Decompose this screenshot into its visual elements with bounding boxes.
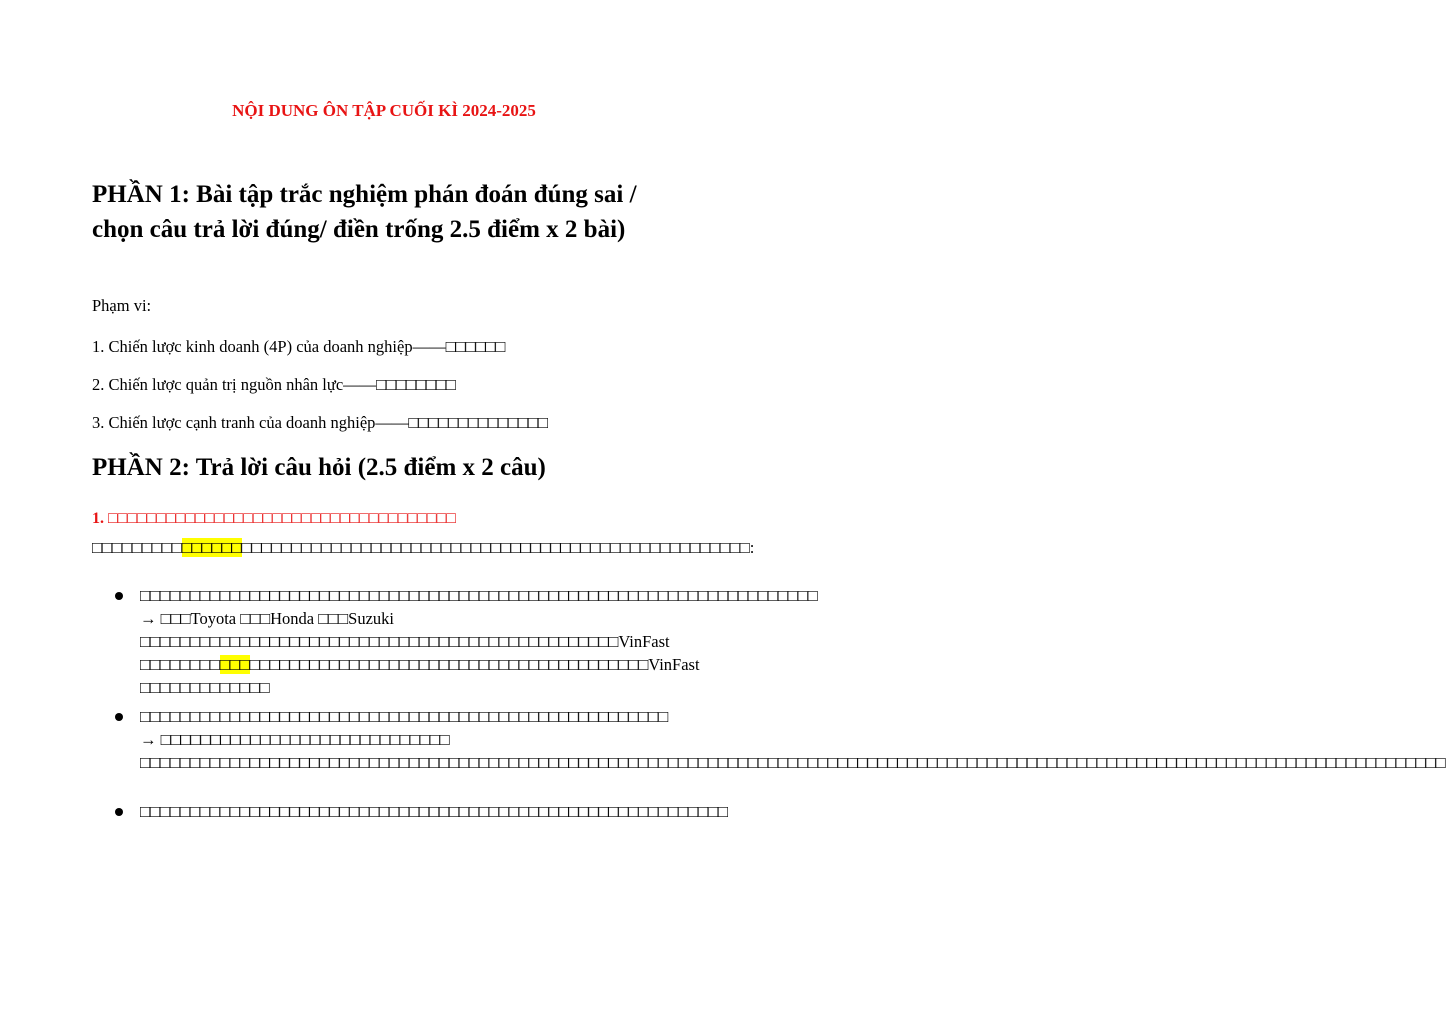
scope-item-2: 2. Chiến lược quản trị nguồn nhân lực——□□□□□□□□ [92, 375, 456, 394]
scope-label: Phạm vi: [92, 296, 152, 315]
part1-heading: PHẦN 1: Bài tập trắc nghiệm phán đoán đúng sai / chọn câu trả lời đúng/ điền trống 2.5 điểm x 2 bài) [92, 181, 637, 243]
bullet-1-arrow-a: → □□□Toyota □□□Honda □□□Suzuki □□□□□□□□□□□□□□□□□□□□□□□□□□□□□□□□□□□□□□□□□□□□□□□□VinFast □□□□□□□□ [140, 609, 670, 674]
bullet-item-3 [92, 800, 728, 823]
answer-bullets [92, 584, 1446, 823]
part2-heading: PHẦN 2: Trả lời câu hỏi (2.5 điểm x 2 câu) [92, 454, 546, 481]
intro-text-a: □□□□□□□□□ [92, 538, 182, 557]
bullet-2-text: □□□□□□□□□□□□□□□□□□□□□□□□□□□□□□□□□□□□□□□□□□□□□□□□□□□□□ [140, 707, 669, 726]
bullet-1-arrow [140, 607, 700, 699]
bullet-item-1 [92, 584, 818, 699]
bullet-2-paragraph: □□□□□□□□□□□□□□□□□□□□□□□□□□□□□□□□□□□□□□□□□□□□□□□□□□□□□□□□□□□□□□□□□□□□□□□□□□□□□□□□□□□□□□□□□□□□□□□□□□□□□□□□□□□□□□□□□□□□□□□□□□□□□□□□□□□ [140, 753, 1446, 772]
bullet-1-highlight: □□□ [219, 655, 250, 674]
bullet-3-text: □□□□□□□□□□□□□□□□□□□□□□□□□□□□□□□□□□□□□□□□□□□□□□□□□□□□□□□□□□□ [140, 802, 728, 821]
scope-item-1: 1. Chiến lược kinh doanh (4P) của doanh nghiệp——□□□□□□ [92, 337, 506, 356]
question-1-title: 1. □□□□□□□□□□□□□□□□□□□□□□□□□□□□□□□□□□□□ [92, 510, 456, 527]
bullet-dot-icon [115, 592, 123, 600]
bullet-1-arrow-b: □□□□□□□□□□□□□□□□□□□□□□□□□□□□□□□□□□□□□□□□VinFast □□□□□□□□□□□□□ [140, 655, 700, 697]
intro-text-b: □□□□□□□□□□□□□□□□□□□□□□□□□□□□□□□□□□□□□□□□□□□□□□□□□□□: [241, 538, 755, 557]
scope-item-3: 3. Chiến lược cạnh tranh của doanh nghiệp——□□□□□□□□□□□□□□ [92, 413, 548, 432]
document-title: NỘI DUNG ÔN TẬP CUỐI KÌ 2024-2025 [232, 101, 536, 120]
bullet-2-arrow: → □□□□□□□□□□□□□□□□□□□□□□□□□□□□□ [140, 730, 450, 749]
bullet-1-text: □□□□□□□□□□□□□□□□□□□□□□□□□□□□□□□□□□□□□□□□□□□□□□□□□□□□□□□□□□□□□□□□□□□□ [140, 586, 818, 605]
intro-highlight: □□□□□□ [181, 538, 242, 557]
bullet-dot-icon [115, 808, 123, 816]
bullet-item-2 [92, 705, 1446, 774]
bullet-dot-icon [115, 713, 123, 721]
question-1-intro [92, 537, 755, 559]
